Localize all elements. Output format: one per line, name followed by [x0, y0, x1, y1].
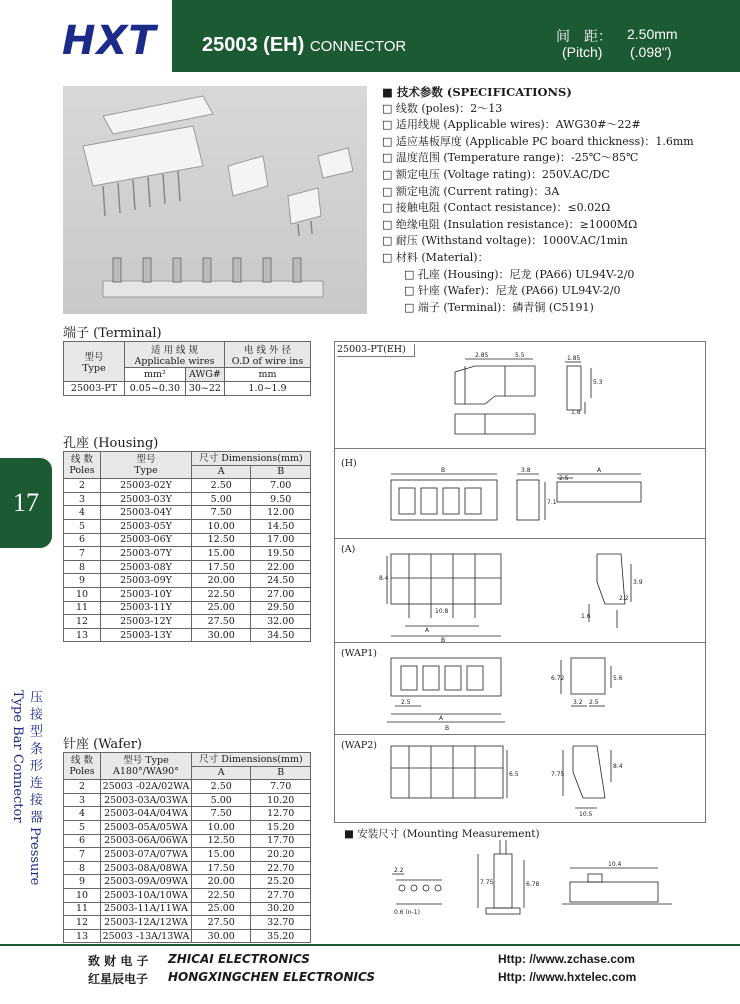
- cell-poles: 4: [64, 807, 101, 821]
- wafer-rows: [64, 780, 311, 943]
- cell-type: 25003-10Y: [101, 587, 192, 601]
- cell-b: 9.50: [251, 492, 311, 506]
- cell-type: 25003-08A/08WA: [101, 861, 192, 875]
- table-row: [64, 574, 311, 588]
- cell-type: 25003-06Y: [101, 533, 192, 547]
- cell-a: 12.50: [192, 834, 251, 848]
- a-drawing-label: (A): [341, 544, 356, 555]
- svg-text:2.5: 2.5: [559, 475, 569, 482]
- cell-type: 25003-03A/03WA: [101, 793, 192, 807]
- material-item: □ 端子 (Terminal)：磷青铜 (C5191): [404, 300, 594, 314]
- wap1-drawing-label: (WAP1): [341, 648, 378, 659]
- svg-text:3.2: 3.2: [573, 699, 583, 706]
- cell-type: 25003-07Y: [101, 547, 192, 561]
- wafer-title: 针座 (Wafer): [63, 737, 142, 752]
- cell-a: 2.50: [192, 780, 251, 794]
- cell-poles: 13: [64, 929, 101, 943]
- connector-illustration: [63, 86, 367, 314]
- table-row: [64, 793, 311, 807]
- header-wires: 适 用 线 规 Applicable wires: [125, 342, 225, 368]
- cell-a: 22.50: [192, 587, 251, 601]
- wafer-a-drawing: [379, 554, 643, 644]
- table-row: [64, 519, 311, 533]
- cell-b: 35.20: [251, 929, 311, 943]
- header-a: A: [192, 766, 251, 780]
- cell-poles: 11: [64, 601, 101, 615]
- mounting-drawing: [382, 840, 722, 940]
- cell-type: 25003-07A/07WA: [101, 848, 192, 862]
- cell-type: 25003-02Y: [101, 479, 192, 493]
- website-link-2[interactable]: Http: //www.hxtelec.com: [498, 970, 637, 984]
- company-cn-1: 致 财 电 子: [88, 954, 149, 968]
- svg-text:A: A: [597, 467, 602, 474]
- cell-b: 15.20: [251, 820, 311, 834]
- wafer-wap1-drawing: [387, 658, 623, 732]
- cell-type: 25003-08Y: [101, 560, 192, 574]
- cell-type: 25003-06A/06WA: [101, 834, 192, 848]
- pt-drawing-label: 25003-PT(EH): [337, 344, 415, 357]
- table-row: [64, 834, 311, 848]
- mounting-title: ■ 安装尺寸 (Mounting Measurement): [344, 828, 540, 840]
- wap2-drawing-label: (WAP2): [341, 740, 378, 751]
- cell-type: 25003-09Y: [101, 574, 192, 588]
- cell-a: 30.00: [192, 628, 251, 642]
- cell-type: 25003-12Y: [101, 615, 192, 629]
- wafer-wap2-drawing: [391, 746, 623, 818]
- table-row: [64, 628, 311, 642]
- svg-text:5.3: 5.3: [593, 379, 603, 386]
- cell-type: 25003-12A/12WA: [101, 916, 192, 930]
- table-row: [64, 587, 311, 601]
- cell-a: 7.50: [192, 506, 251, 520]
- cell-type: 25003-04A/04WA: [101, 807, 192, 821]
- technical-drawings: [335, 342, 705, 822]
- cell-b: 19.50: [251, 547, 311, 561]
- svg-text:B: B: [441, 637, 446, 644]
- cell-b: 7.70: [251, 780, 311, 794]
- cell-poles: 7: [64, 547, 101, 561]
- svg-text:1.85: 1.85: [567, 355, 581, 362]
- cell-type: 25003-03Y: [101, 492, 192, 506]
- cell-poles: 6: [64, 834, 101, 848]
- cell-b: 7.00: [251, 479, 311, 493]
- cell-poles: 8: [64, 560, 101, 574]
- company-en-1: ZHICAI ELECTRONICS: [168, 952, 310, 966]
- header-dimensions: 尺寸 Dimensions(mm): [192, 753, 311, 767]
- pitch-label-cn: 间 距：: [556, 28, 612, 44]
- pitch-inch: (.098"): [630, 44, 672, 60]
- table-row: [64, 902, 311, 916]
- svg-text:B: B: [441, 467, 446, 474]
- housing-title: 孔座 (Housing): [63, 436, 159, 451]
- cell-a: 15.00: [192, 547, 251, 561]
- cell-type: 25003-09A/09WA: [101, 875, 192, 889]
- cell-poles: 2: [64, 479, 101, 493]
- table-row: [64, 479, 311, 493]
- unit-mm2: mm²: [125, 368, 186, 382]
- svg-text:6.5: 6.5: [509, 771, 519, 778]
- table-row: [64, 615, 311, 629]
- header-type: 型号 Type: [101, 452, 192, 479]
- cell-b: 32.00: [251, 615, 311, 629]
- cell-type: 25003-05Y: [101, 519, 192, 533]
- header-b: B: [251, 766, 311, 780]
- cell-a: 5.00: [192, 492, 251, 506]
- cell-a: 25.00: [192, 601, 251, 615]
- page-number-tab: [0, 458, 52, 548]
- header-dimensions: 尺寸 Dimensions(mm): [192, 452, 311, 466]
- spec-item: □ 额定电流 (Current rating)：3A: [382, 184, 560, 198]
- cell-a: 7.50: [192, 807, 251, 821]
- drawings-panel: [334, 341, 706, 823]
- logo-area: [0, 0, 170, 72]
- company-en-2: HONGXINGCHEN ELECTRONICS: [168, 970, 376, 984]
- table-row: [64, 533, 311, 547]
- cell-a: 12.50: [192, 533, 251, 547]
- cell-poles: 5: [64, 519, 101, 533]
- svg-text:3.9: 3.9: [633, 579, 643, 586]
- cell-poles: 10: [64, 888, 101, 902]
- header-poles: 线 数 Poles: [64, 452, 101, 479]
- cell-type: 25003-10A/10WA: [101, 888, 192, 902]
- website-link-1[interactable]: Http: //www.zchase.com: [498, 952, 635, 966]
- svg-text:8.4: 8.4: [613, 763, 623, 770]
- material-item: □ 孔座 (Housing)：尼龙 (PA66) UL94V-2/0: [404, 267, 635, 281]
- cell-poles: 3: [64, 492, 101, 506]
- cell-b: 22.70: [251, 861, 311, 875]
- header-type: 型号 Type: [64, 342, 125, 382]
- spec-item: □ 适用线规 (Applicable wires)：AWG30#～22#: [382, 118, 641, 132]
- table-row: [64, 861, 311, 875]
- table-row: [64, 506, 311, 520]
- table-row: [64, 492, 311, 506]
- svg-text:5.5: 5.5: [515, 352, 525, 359]
- cell-b: 32.70: [251, 916, 311, 930]
- cell-b: 14.50: [251, 519, 311, 533]
- spec-item: □ 耐压 (Withstand voltage)：1000V.AC/1min: [382, 234, 628, 248]
- cell-poles: 4: [64, 506, 101, 520]
- spec-item: □ 额定电压 (Voltage rating)：250V.AC/DC: [382, 167, 610, 181]
- spec-item: □ 绝缘电阻 (Insulation resistance)：≥1000MΩ: [382, 217, 638, 231]
- cell-a: 27.50: [192, 916, 251, 930]
- cell-a: 15.00: [192, 848, 251, 862]
- company-cn-2: 红星辰电子: [88, 972, 149, 986]
- spec-item: □ 线数 (poles)：2～13: [382, 101, 503, 115]
- cell-b: 27.70: [251, 888, 311, 902]
- cell-type: 25003-04Y: [101, 506, 192, 520]
- svg-text:8.4: 8.4: [379, 575, 389, 582]
- spec-item: □ 适应基板厚度 (Applicable PC board thickness)：1.6mm: [382, 134, 694, 148]
- housing-table: [63, 451, 311, 642]
- cell-b: 27.00: [251, 587, 311, 601]
- cell-a: 5.00: [192, 793, 251, 807]
- cell-a: 20.00: [192, 574, 251, 588]
- svg-text:10.5: 10.5: [579, 811, 593, 818]
- svg-text:6.78: 6.78: [526, 881, 540, 888]
- wafer-table: [63, 752, 311, 943]
- specifications: [382, 84, 732, 316]
- svg-text:2.5: 2.5: [401, 699, 411, 706]
- svg-text:3.8: 3.8: [521, 467, 531, 474]
- svg-text:A: A: [425, 627, 430, 634]
- svg-text:B: B: [445, 725, 450, 732]
- spec-item: □ 接触电阻 (Contact resistance)：≤0.02Ω: [382, 201, 611, 215]
- svg-text:7.75: 7.75: [551, 771, 565, 778]
- cell-b: 12.70: [251, 807, 311, 821]
- unit-awg: AWG#: [185, 368, 224, 382]
- table-row: [64, 875, 311, 889]
- cell-b: 34.50: [251, 628, 311, 642]
- terminal-table: [63, 341, 311, 396]
- footer-rule: [0, 944, 740, 946]
- cell-poles: 10: [64, 587, 101, 601]
- svg-text:2.5: 2.5: [589, 699, 599, 706]
- page-header: [0, 0, 740, 72]
- table-row: 25003-PT 0.05~0.30 30~22 1.0~1.9: [64, 382, 311, 396]
- cell-b: 22.00: [251, 560, 311, 574]
- page-number: 17: [13, 488, 39, 517]
- header-od: 电 线 外 径 O.D of wire ins: [225, 342, 311, 368]
- svg-text:10.4: 10.4: [608, 861, 622, 868]
- svg-text:2.85: 2.85: [475, 352, 489, 359]
- header-b: B: [251, 465, 311, 479]
- cell-type: 25003 -02A/02WA: [101, 780, 192, 794]
- svg-text:1.6: 1.6: [581, 613, 591, 620]
- cell-poles: 12: [64, 916, 101, 930]
- product-code: 25003 (EH): [202, 34, 305, 56]
- table-row: [64, 780, 311, 794]
- specs-heading: ■ 技术参数 (SPECIFICATIONS): [382, 85, 572, 99]
- cell-poles: 5: [64, 820, 101, 834]
- housing-drawing: [391, 467, 641, 520]
- cell-b: 17.00: [251, 533, 311, 547]
- cell-a: 17.50: [192, 560, 251, 574]
- svg-text:0.6 (n-1): 0.6 (n-1): [394, 909, 420, 916]
- table-row: [64, 807, 311, 821]
- cell-poles: 12: [64, 615, 101, 629]
- svg-text:5.6: 5.6: [613, 675, 623, 682]
- cell-type: 25003 -13A/13WA: [101, 929, 192, 943]
- cell-poles: 2: [64, 780, 101, 794]
- cell-poles: 3: [64, 793, 101, 807]
- cell-a: 10.00: [192, 820, 251, 834]
- cell-poles: 9: [64, 574, 101, 588]
- pitch-label-en: (Pitch): [562, 44, 603, 60]
- terminal-title: 端子 (Terminal): [63, 326, 162, 341]
- cell-poles: 13: [64, 628, 101, 642]
- vertical-category: 压 接 型 条 形 连 接 器 Pressure Type Bar Connector: [10, 690, 42, 886]
- cell-type: 25003-05A/05WA: [101, 820, 192, 834]
- cell-a: 20.00: [192, 875, 251, 889]
- cell-a: 22.50: [192, 888, 251, 902]
- cell-poles: 7: [64, 848, 101, 862]
- product-kind: CONNECTOR: [309, 38, 407, 55]
- cell-poles: 9: [64, 875, 101, 889]
- table-row: [64, 601, 311, 615]
- logo: HXT: [62, 18, 157, 64]
- svg-text:1.8: 1.8: [571, 409, 581, 416]
- table-row: [64, 916, 311, 930]
- cell-type: 25003-13Y: [101, 628, 192, 642]
- spec-item: □ 材料 (Material)：: [382, 250, 489, 264]
- spec-item: □ 温度范围 (Temperature range)：-25℃～85℃: [382, 151, 639, 165]
- table-row: [64, 547, 311, 561]
- cell-type: 25003-11Y: [101, 601, 192, 615]
- cell-a: 27.50: [192, 615, 251, 629]
- cell-a: 30.00: [192, 929, 251, 943]
- cell-type: 25003-11A/11WA: [101, 902, 192, 916]
- svg-text:6.72: 6.72: [551, 675, 565, 682]
- cell-a: 17.50: [192, 861, 251, 875]
- header-poles: 线 数 Poles: [64, 753, 101, 780]
- cell-b: 12.00: [251, 506, 311, 520]
- h-drawing-label: (H): [341, 458, 357, 469]
- cell-poles: 6: [64, 533, 101, 547]
- cell-a: 10.00: [192, 519, 251, 533]
- svg-text:2.2: 2.2: [394, 867, 404, 874]
- cell-a: 25.00: [192, 902, 251, 916]
- table-row: [64, 848, 311, 862]
- page-title: [202, 34, 406, 57]
- housing-rows: [64, 479, 311, 642]
- svg-text:2.2: 2.2: [619, 595, 629, 602]
- title-bar: [172, 0, 570, 72]
- cell-b: 24.50: [251, 574, 311, 588]
- unit-mm: mm: [225, 368, 311, 382]
- table-row: [64, 888, 311, 902]
- pitch-box: [556, 0, 740, 72]
- cell-poles: 8: [64, 861, 101, 875]
- table-row: [64, 560, 311, 574]
- svg-text:10.8: 10.8: [435, 608, 449, 615]
- cell-b: 10.20: [251, 793, 311, 807]
- cell-a: 2.50: [192, 479, 251, 493]
- cell-b: 29.50: [251, 601, 311, 615]
- svg-text:A: A: [439, 715, 444, 722]
- svg-text:7.75: 7.75: [480, 879, 494, 886]
- pitch-value: 2.50mm: [627, 26, 678, 42]
- table-row: [64, 929, 311, 943]
- header-type: 型号 Type A180°/WA90°: [101, 753, 192, 780]
- table-row: [64, 820, 311, 834]
- cell-poles: 11: [64, 902, 101, 916]
- svg-text:7.1: 7.1: [547, 499, 557, 506]
- terminal-drawing: [455, 352, 603, 434]
- cell-b: 17.70: [251, 834, 311, 848]
- product-photo: [63, 86, 367, 314]
- material-item: □ 针座 (Wafer)：尼龙 (PA66) UL94V-2/0: [404, 284, 621, 298]
- cell-b: 30.20: [251, 902, 311, 916]
- cell-b: 20.20: [251, 848, 311, 862]
- cell-b: 25.20: [251, 875, 311, 889]
- header-a: A: [192, 465, 251, 479]
